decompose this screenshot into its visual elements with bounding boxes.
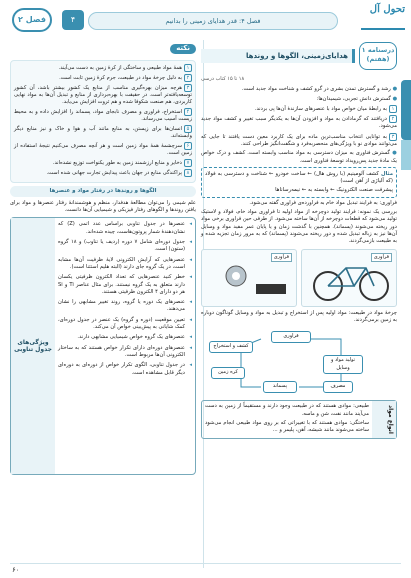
type-natural: طبیعی: موادی هستند که در طبیعت وجود دارند و مستقیماً از زمین به دست می‌آیند مانند نفت، شن و ماسه. [205,403,369,417]
number-icon: ۷ [184,159,192,167]
chapter-title: فصل ۴: قدر هدایای زمینی را بدانیم [88,12,338,30]
material-cycle-note: چرخهٔ مواد در طبیعت: مواد اولیه پس از استخراج و تبدیل به مواد و وسایل گوناگون دوباره به زمین برمی‌گردند. [201,309,397,323]
chapter-tag: فصل ۲ [12,8,52,32]
note-item [14,84,192,107]
note-text: هرچه میزان بهره‌گیری مناسب از منابع یک کشور بیشتر باشد، آن کشور توسعه‌یافته‌تر است. در حقیقت با بهره‌برداری از منابع و تبدیل آن‌ها به مواد نهایی کاربردی، هم صنعت شکوفا شده و هم ثروت افزایش می‌یابد. [14,84,192,106]
image-label: فراوری [271,253,292,262]
list-item-text: گسترش دانش تجربی، شیمیدان‌ها: [316,95,391,102]
note-item [14,74,192,82]
list-item: ● گسترش دانش تجربی، شیمیدان‌ها: [316,95,397,102]
footer-rule [10,563,401,564]
number-icon: ۵ [184,125,192,133]
note-pill: نکته [170,44,196,53]
note-text: استخراج، فراوری و مصرف نابجای مواد، پسماند را افزایش داده و به محیط زیست آسیب می‌رساند. [14,108,192,123]
material-types-body [202,401,372,438]
section-subheader: الگوها و روندها در رفتار مواد و عنصرها [10,186,196,197]
features-title: ویژگی‌های جدول تناوبی [11,218,55,474]
feature-item: ◂ تعیین موقعیت (دوره و گروه) یک عنصر در جدول دوره‌ای، کمک شایانی به پیش‌بینی خواص آن می‌کند. [58,317,192,332]
lesson-badge-number: درسنامه ۱ [361,46,395,54]
example-box [201,167,397,198]
note-item [14,125,192,141]
list-item [201,115,397,131]
number-icon: ۱ [184,64,192,72]
cycle-node: فراوری [271,331,311,342]
example-text-1: کشف آلومینیم (با روش هال) ← ساخت خودرو ← شناخت و دسترسی به فولاد (که آلیاژی از آهن است) [205,170,393,185]
feature-item: ◂ عنصرهایی که آرایش الکترونی لایهٔ ظرفیت آن‌ها مشابه است، در یک گروه جای دارند (البته هلیم استثنا است). [58,257,192,272]
lesson-title: هدایای‌زمینی، الگوها و روندها [201,49,355,63]
number-icon: ۴ [184,108,192,116]
feature-item: ◂ خطر کنید عنصرهایی که تعداد الکترون ظرفیتی یکسان دارند متعلق به یک گروه نیستند. برای مثال عناصر Ti و Si هر دو دارای ۴ الکترون ظرفیتی هستند. [58,274,192,296]
steel-rubber-image [201,249,297,307]
material-types-box [201,400,397,439]
brand-underline [361,28,405,30]
note-item [14,64,192,72]
lesson-badge [359,42,397,70]
note-text: پراکندگی منابع در جهان باعث پیدایش تجارت جهانی شده است. [46,170,182,177]
list-item-text: به توانایی انتخاب مناسب‌ترین ماده برای یک کاربرد معین دست یافتند تا جایی که می‌توانند موادی نو با ویژگی‌های منحصربه‌فرد و شگفت‌انگیز طراحی کنند. [201,133,397,148]
lesson-reference: ۱۸ تا ۱۵ کتاب درسی [201,76,245,82]
feature-item: ◂ عنصرها در جدول تناوبی براساس عدد اتمی (Z) که نشان‌دهندهٔ شمار پروتون‌هاست، چیده شده‌اند. [58,221,192,236]
processing-definition: فراوری: به فرایند تبدیل مواد خام به فراورده‌ی فراوری گفته می‌شود. [249,199,397,206]
feature-item: ◂ عنصرهای یک گروه خواص شیمیایی مشابهی دارند. [58,334,192,341]
page-number: ۶۰ [12,566,20,574]
note-text: ذخایر و منابع ارزشمند زمین به طور یکنواخت توزیع نشده‌اند. [52,160,182,167]
number-icon: ۳ [184,84,192,92]
feature-item: ◂ عنصرهای دوره‌ای دارای تکرار خواص هستند که به ساختار الکترونی آن‌ها مربوط است. [58,345,192,360]
example-line-2: پیشرفت صنعت الکترونیک ← وابسته به ← نیمه‌رساناها [275,186,393,193]
lesson-badge-grade: (هفتم) [366,55,390,63]
cycle-node: مصرف [323,381,353,392]
cycle-node: پسماند [263,381,297,392]
bicycle-images [201,249,397,307]
note-item [14,169,192,177]
page-header [0,0,411,34]
example-label: مثال [380,170,393,177]
note-text: سرچشمهٔ همهٔ مواد زمین است و هر آنچه مصرف می‌کنیم نتیجهٔ استفاده از زمین است. [14,143,192,157]
intro-text: رشد و گسترش تمدن بشری در گرو کشف و شناخت مواد جدید است. [241,86,391,93]
note-text: به دلیل چرخهٔ مواد در طبیعت، جرم کرهٔ زمین ثابت است. [59,74,182,81]
example-line-1 [205,171,393,186]
features-list [55,218,195,474]
number-icon: ۸ [184,169,192,177]
feature-item: ◂ جدول دوره‌ای شامل ۷ دوره (ردیف یا تناوب) و ۱۸ گروه (ستون) است. [58,239,192,254]
chapter-number-badge: ۴ [62,10,84,30]
metal-note: ● گسترش فناوری به میزان دسترسی به مواد مناسب وابسته است. کشف و درک خواص یک مادهٔ جدید پس‌رویداد توسعهٔ فناوری است. [201,150,397,164]
cycle-node: کره زمین [211,367,245,378]
list-item [201,105,397,113]
bicycle-example: بررسی یک نمونه: فرایند تولید دوچرخه از مواد اولیه تا فراوری مواد خام، فولاد و لاستیک تولید می‌شود که قطعات دوچرخه از آن‌ها ساخته می‌شود. از طرفی حین فراوری برخی مواد دور ریخته می‌شوند (پسماند). همچنین با گذشت زمان و یا پایان عمر مفید مواد و وسایل آن‌ها نیز به زباله تبدیل شده و دور ریخته می‌شوند (پسماند) که به مرور زمان تجزیه شده و به طبیعت بازمی‌گردند. [201,209,397,245]
brand-logo: تحول آل [369,4,405,15]
metal-note-text: گسترش فناوری به میزان دسترسی به مواد مناسب وابسته است. کشف و درک خواص یک مادهٔ جدید پس‌رویداد توسعهٔ فناوری است. [201,150,397,164]
number-icon: ۱ [389,105,397,113]
bicycle-image [301,249,397,307]
cycle-node: تولید مواد و وسایل [323,355,363,374]
material-cycle-diagram [201,327,397,397]
lesson-header [201,40,397,72]
number-icon: ۲ [184,74,192,82]
list-item [201,133,397,149]
list-item-text: به رابطهٔ میان خواص مواد با عنصرهای سازندهٔ آن‌ها پی بردند. [254,105,387,112]
periodic-table-features [10,217,196,475]
note-text: انسان‌ها برای زیستن، به منابع مانند آب و هوا و خاک و نیز منابع دیگر وابسته‌اند. [14,126,192,140]
number-icon: ۳ [389,133,397,141]
left-column [10,40,196,475]
note-list [10,60,196,183]
note-item [14,159,192,167]
feature-item: ◂ عنصرهای یک دوره یا گروه، روند تغییر مشابهی را نشان می‌دهند. [58,299,192,314]
feature-item: ◂ در جدول تناوبی، الگوی تکرار خواص از دوره‌ای به دوره‌ای دیگر قابل مشاهده است. [58,362,192,377]
number-icon: ۲ [389,115,397,123]
side-strip [401,80,411,140]
image-label: فراوری [371,253,392,262]
type-synthetic: ساختگی: موادی هستند که با تغییراتی که بر روی مواد طبیعی انجام می‌شود ساخته می‌شوند مانند شیشه، آهن، پلیمر و ... [205,419,369,434]
intro-paragraph: ● رشد و گسترش تمدن بشری در گرو کشف و شناخت مواد جدید است. [241,86,397,93]
note-header [10,40,196,58]
material-types-title: انواع مواد [372,401,396,438]
side-strip-light [401,140,411,170]
number-icon: ۶ [184,142,192,150]
list-item-text: دریافتند که گرمادادن به مواد و افزودن آن‌ها به یکدیگر سبب تغییر و کشف مواد جدید می‌شود. [201,116,397,130]
cycle-node: کشف و استخراج [209,341,253,352]
chemistry-intro: علم شیمی را می‌توان مطالعهٔ هدفدار، منظم و هوشمندانهٔ رفتار عنصرها و مواد برای یافتن روندها و الگوهای رفتار فیزیکی و شیمیایی آن‌ها دانست. [10,199,196,214]
note-item [14,108,192,124]
right-column [201,40,397,439]
note-item [14,142,192,158]
note-text: همهٔ مواد طبیعی و ساختگی از کرهٔ زمین به دست می‌آیند. [58,65,182,71]
